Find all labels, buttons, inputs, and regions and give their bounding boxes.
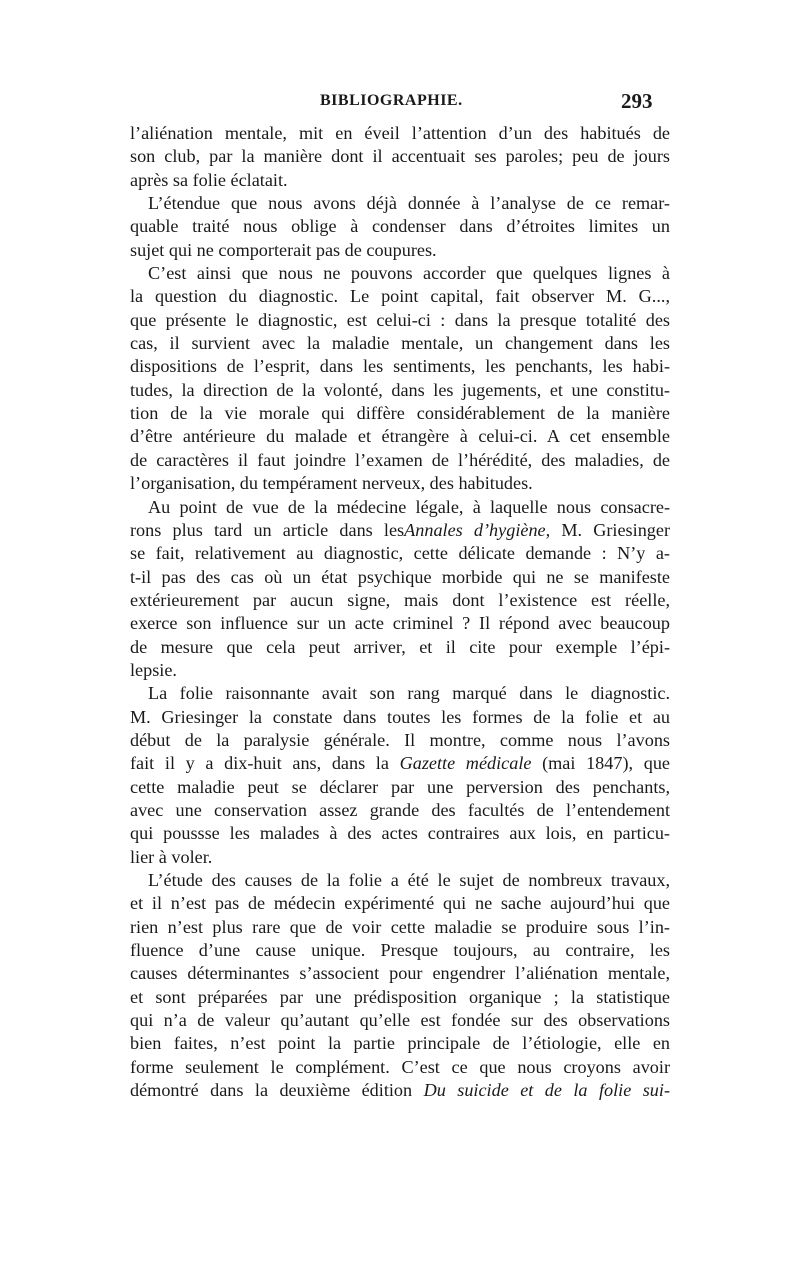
text-line: M. Griesinger la constate dans toutes les formes de la folie et au [130, 706, 670, 727]
italic-title-gazette: Gazette médicale [399, 753, 532, 774]
text-line: exerce son influence sur un acte criminel ? Il répond avec beaucoup [130, 613, 670, 634]
text-line: lier à voler. [130, 846, 213, 867]
text-line-with-italic [130, 752, 670, 775]
text-line: bien faites, n’est point la partie principale de l’étiologie, elle en [130, 1033, 670, 1054]
text-run: (mai 1847), que [531, 753, 670, 774]
text-line: se fait, relativement au diagnostic, cette délicate demande : N’y a- [130, 543, 670, 564]
running-title: BIBLIOGRAPHIE. [320, 92, 463, 109]
paragraph-start-line: La folie raisonnante avait son rang marqué dans le diagnostic. [148, 683, 670, 704]
italic-title-annales: Annales d’hygiène, [404, 519, 551, 540]
text-line: forme seulement le complément. C’est ce que nous croyons avoir [130, 1056, 670, 1077]
text-line: de mesure que cela peut arriver, et il cite pour exemple l’épi- [130, 636, 670, 657]
text-line: son club, par la manière dont il accentuait ses paroles; peu de jours [130, 146, 670, 167]
italic-title-suicide: Du suicide et de la folie sui- [423, 1080, 671, 1101]
text-line: d’être antérieure du malade et étrangère à celui-ci. A cet ensemble [130, 426, 670, 447]
body-text [130, 122, 670, 1102]
text-line: avec une conservation assez grande des facultés de l’entendement [130, 799, 670, 820]
text-line: tion de la vie morale qui diffère considérablement de la manière [130, 403, 670, 424]
text-line: fluence d’une cause unique. Presque toujours, au contraire, les [130, 940, 670, 961]
paragraph-start-line: Au point de vue de la médecine légale, à laquelle nous consacre- [148, 496, 670, 517]
text-line: rien n’est plus rare que de voir cette maladie se produire sous l’in- [130, 916, 670, 937]
text-line: tudes, la direction de la volonté, dans les jugements, et une constitu- [130, 379, 670, 400]
text-line: sujet qui ne comporterait pas de coupures. [130, 239, 437, 260]
text-line: t-il pas des cas où un état psychique morbide qui ne se manifeste [130, 566, 670, 587]
text-run: démontré dans la deuxième édition [130, 1080, 413, 1101]
text-line: qui n’a de valeur qu’autant qu’elle est fondée sur des observations [130, 1010, 670, 1031]
text-line: de caractères il faut joindre l’examen de l’hérédité, des maladies, de [130, 449, 670, 470]
text-line: lepsie. [130, 659, 177, 680]
text-line: qui poussse les malades à des actes contraires aux lois, en particu- [130, 823, 670, 844]
paragraph-start-line: C’est ainsi que nous ne pouvons accorder que quelques lignes à [148, 263, 670, 284]
text-line: et il n’est pas de médecin expérimenté qui ne sache aujourd’hui que [130, 893, 670, 914]
text-line-with-italic [130, 1079, 670, 1102]
paragraph-start-line: L’étendue que nous avons déjà donnée à l’analyse de ce remar- [148, 193, 670, 214]
text-line: cas, il survient avec la maladie mentale, un changement dans les [130, 333, 670, 354]
text-run: rons plus tard un article dans les [130, 519, 405, 540]
text-line: la question du diagnostic. Le point capital, fait observer M. G..., [130, 286, 670, 307]
text-line: extérieurement par aucun signe, mais dont l’existence est réelle, [130, 589, 670, 610]
text-line: l’aliénation mentale, mit en éveil l’attention d’un des habitués de [130, 123, 670, 143]
text-run: fait il y a dix-huit ans, dans la [130, 753, 389, 774]
page-number: 293 [621, 89, 653, 113]
text-line: l’organisation, du tempérament nerveux, des habitudes. [130, 473, 533, 494]
text-line: causes déterminantes s’associent pour engendrer l’aliénation mentale, [130, 963, 670, 984]
paragraph-start-line: L’étude des causes de la folie a été le sujet de nombreux travaux, [148, 870, 670, 890]
text-line: dispositions de l’esprit, dans les sentiments, les penchants, les habi- [130, 356, 670, 377]
text-run: M. Griesinger [550, 519, 671, 540]
text-line: que présente le diagnostic, est celui-ci : dans la presque totalité des [130, 309, 670, 330]
text-line: après sa folie éclatait. [130, 169, 288, 190]
text-line: cette maladie peut se déclarer par une perversion des penchants, [130, 776, 670, 797]
text-line: début de la paralysie générale. Il montre, comme nous l’avons [130, 729, 670, 750]
text-line: et sont préparées par une prédisposition organique ; la statistique [130, 986, 670, 1007]
text-line: quable traité nous oblige à condenser dans d’étroites limites un [130, 216, 670, 237]
text-line-with-italic [130, 519, 670, 542]
running-head [0, 89, 800, 116]
